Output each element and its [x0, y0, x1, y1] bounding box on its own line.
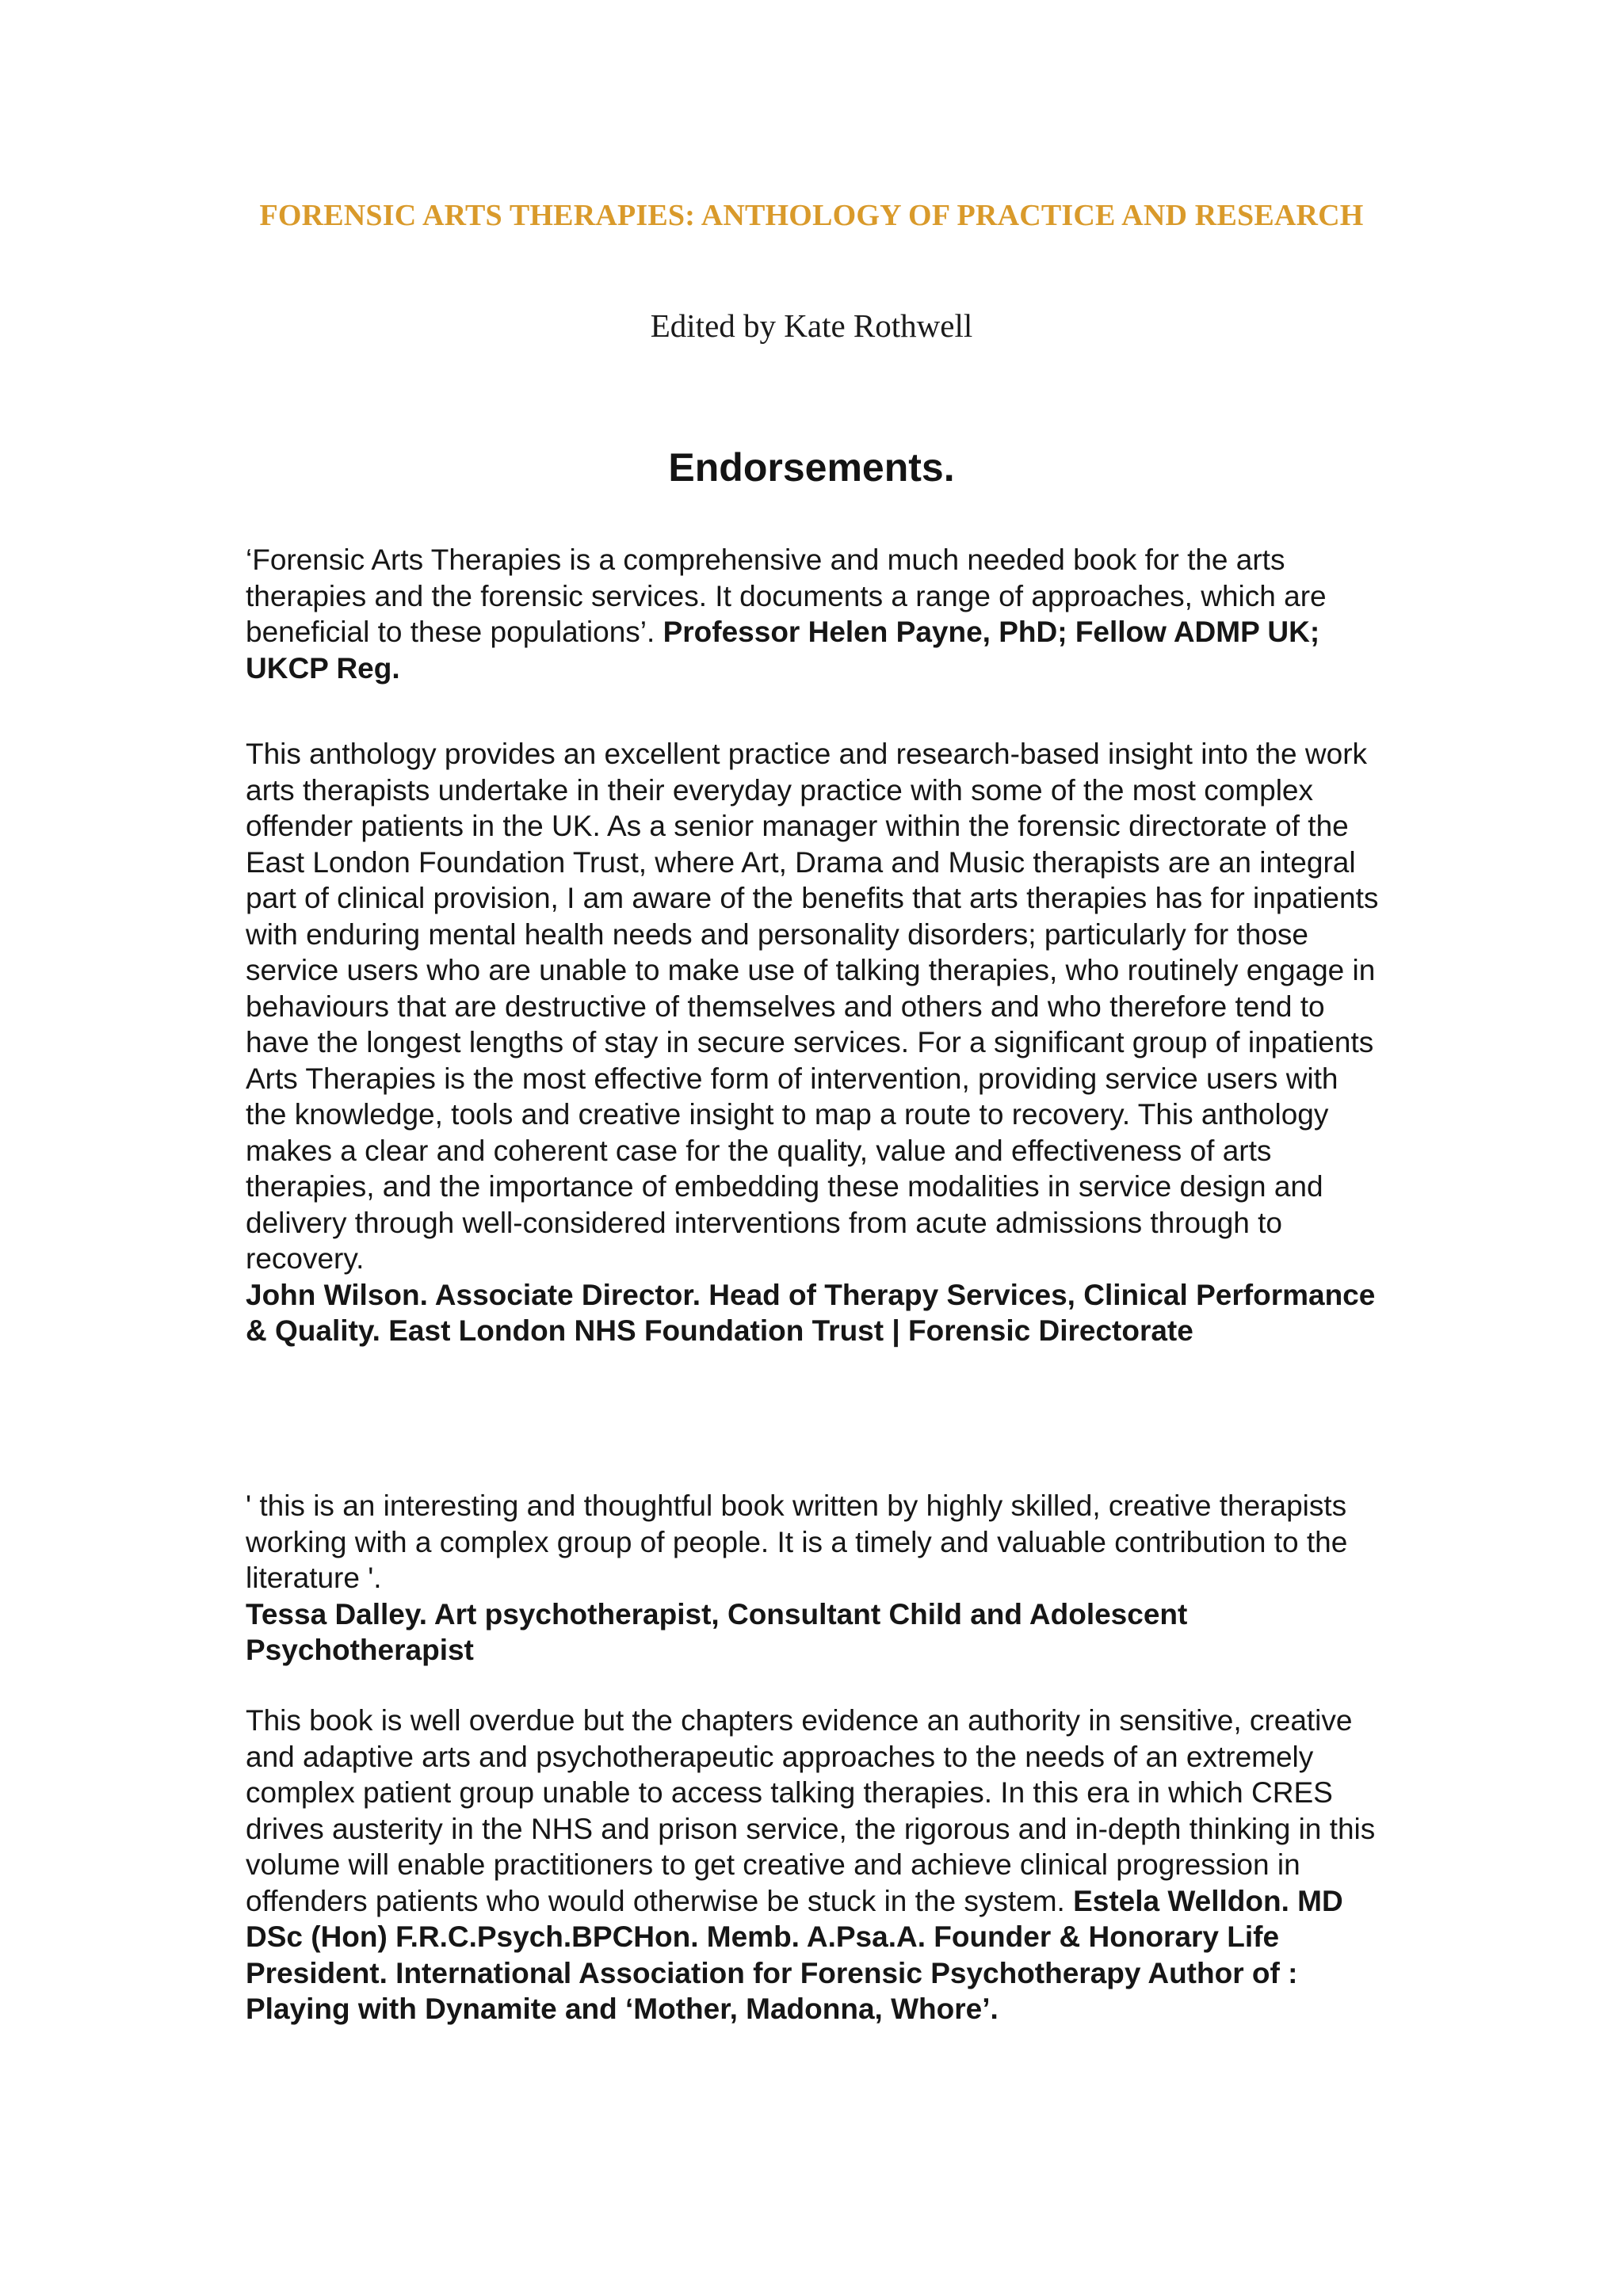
endorsement-attribution: Professor Helen Payne, PhD; Fellow ADMP UK; UKCP Reg.	[246, 616, 1320, 685]
editor-line: Edited by Kate Rothwell	[650, 307, 973, 344]
endorsement-attribution: John Wilson. Associate Director. Head of Therapy Services, Clinical Performance & Quality. East London NHS Foundation Trust | Forensic Directorate	[246, 1278, 1376, 1347]
endorsement-attribution: Estela Welldon. MD DSc (Hon) F.R.C.Psych.BPCHon. Memb. A.Psa.A. Founder & Honorary Life President. International Association for Forensic Psychotherapy Author of : Playing with Dynamite and ‘Mother, Madonna, Whore’.	[246, 1884, 1343, 2025]
endorsement-wilson	[246, 736, 1379, 1349]
endorsement-quote: ‘Forensic Arts Therapies is a comprehensive and much needed book for the arts therapies and the forensic services. It documents a range of approaches, which are beneficial to these populations’.	[246, 543, 1327, 648]
endorsement-welldon	[246, 1703, 1379, 2027]
endorsement-quote: This book is well overdue but the chapters evidence an authority in sensitive, creative and adaptive arts and psychotherapeutic approaches to the needs of an extremely complex patient group unable to access talking therapies. In this era in which CRES drives austerity in the NHS and prison service, the rigorous and in-depth thinking in this volume will enable practitioners to get creative and achieve clinical progression in offenders patients who would otherwise be stuck in the system.	[246, 1704, 1376, 1917]
book-title: FORENSIC ARTS THERAPIES: ANTHOLOGY OF PRACTICE AND RESEARCH	[259, 199, 1364, 232]
endorsement-quote: This anthology provides an excellent practice and research-based insight into the work arts therapists undertake in their everyday practice with some of the most complex offender patients in the UK. As a senior manager within the forensic directorate of the East London Foundation Trust, where Art, Drama and Music therapists are an integral part of clinical provision, I am aware of the benefits that arts therapies has for inpatients with enduring mental health needs and personality disorders; particularly for those service users who are unable to make use of talking therapies, who routinely engage in behaviours that are destructive of themselves and others and who therefore tend to have the longest lengths of stay in secure services. For a significant group of inpatients Arts Therapies is the most effective form of intervention, providing service users with the knowledge, tools and creative insight to map a route to recovery. This anthology makes a clear and coherent case for the quality, value and effectiveness of arts therapies, and the importance of embedding these modalities in service design and delivery through well-considered interventions from acute admissions through to recovery.	[246, 738, 1379, 1275]
endorsement-quote: ' this is an interesting and thoughtful book written by highly skilled, creative therapists working with a complex group of people. It is a timely and valuable contribution to the literature '.	[246, 1489, 1348, 1594]
endorsement-attribution: Tessa Dalley. Art psychotherapist, Consultant Child and Adolescent Psychotherapist	[246, 1597, 1188, 1666]
endorsement-dalley	[246, 1488, 1379, 1669]
section-heading: Endorsements.	[668, 445, 955, 490]
endorsement-payne	[246, 542, 1379, 686]
